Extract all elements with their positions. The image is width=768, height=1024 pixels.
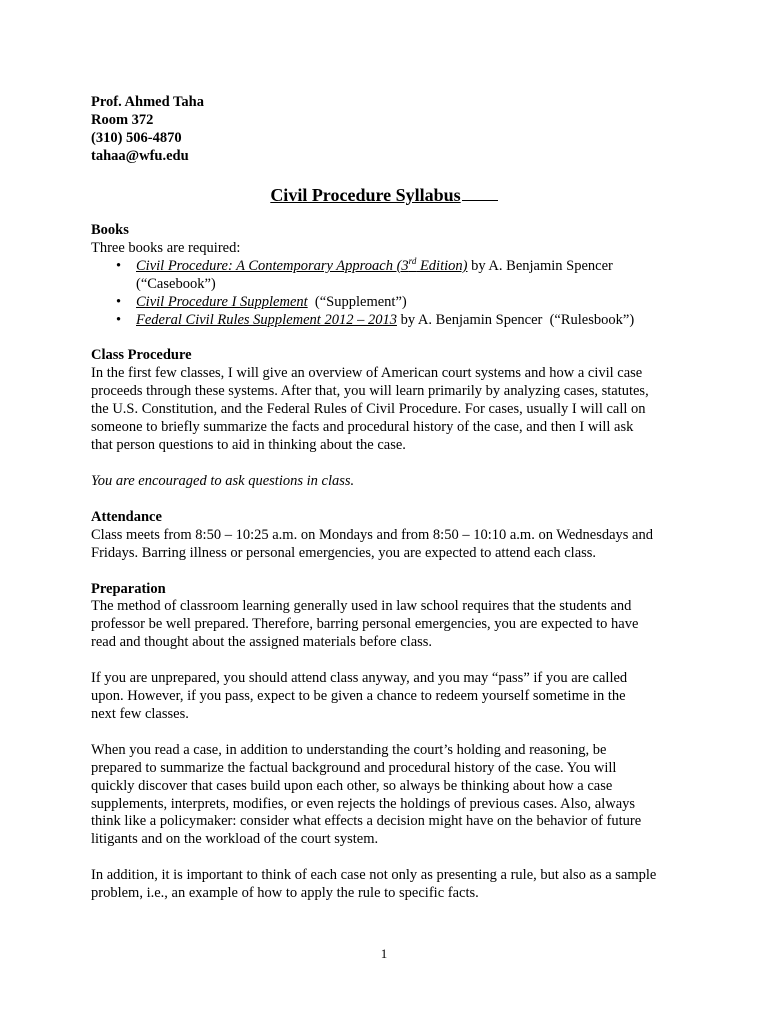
- text-line: prepared to summarize the factual background and procedural history of the case. You will: [91, 759, 617, 776]
- text-line: If you are unprepared, you should attend class anyway, and you may “pass” if you are called: [91, 670, 628, 687]
- page-number: 1: [380, 946, 388, 961]
- books-list: [91, 255, 691, 330]
- bullet-icon: •: [116, 257, 122, 274]
- text-line: In the first few classes, I will give an overview of American court systems and how a civil case: [91, 365, 643, 382]
- text-line: think like a policymaker: consider what effects a decision might have on the behavior of future: [91, 813, 642, 830]
- book-item: [91, 312, 691, 330]
- book-title: Civil Procedure I Supplement: [136, 293, 308, 310]
- text-line: the U.S. Constitution, and the Federal Rules of Civil Procedure. For cases, usually I will call on: [91, 401, 646, 418]
- contact-block: [91, 93, 204, 165]
- title-underline-trail: [462, 188, 498, 201]
- text-line: When you read a case, in addition to understanding the court’s holding and reasoning, be: [91, 741, 607, 758]
- text-line: that person questions to aid in thinking about the case.: [91, 436, 406, 453]
- preparation-heading: Preparation: [91, 580, 166, 597]
- book-alias: (“Supplement”): [307, 293, 407, 310]
- book-item: [91, 294, 691, 312]
- attendance-heading: Attendance: [91, 508, 162, 525]
- book-title: Civil Procedure: A Contemporary Approach (3rd Edition): [136, 255, 468, 274]
- book-author: by A. Benjamin Spencer: [467, 257, 613, 274]
- professor-name: Prof. Ahmed Taha: [91, 94, 204, 110]
- text-line: quickly discover that cases build upon each other, so always be thinking about how a case: [91, 777, 613, 794]
- office-room: Room 372: [91, 112, 154, 128]
- text-line: proceeds through these systems. After that, you will learn primarily by analyzing cases, statutes,: [91, 383, 649, 400]
- text-line: In addition, it is important to think of each case not only as presenting a rule, but also as a sample: [91, 867, 657, 884]
- text-line: Fridays. Barring illness or personal emergencies, you are expected to attend each class.: [91, 544, 597, 561]
- text-line: read and thought about the assigned materials before class.: [91, 634, 433, 651]
- book-title: Federal Civil Rules Supplement 2012 – 2013: [136, 311, 397, 328]
- bullet-icon: •: [116, 311, 122, 328]
- syllabus-body: [91, 222, 691, 903]
- phone-number: (310) 506-4870: [91, 130, 182, 146]
- title-text: Civil Procedure Syllabus: [270, 185, 461, 205]
- bullet-icon: •: [116, 293, 122, 310]
- text-line: The method of classroom learning generally used in law school requires that the students and: [91, 598, 632, 615]
- books-heading: Books: [91, 222, 129, 238]
- text-line: supplements, interprets, modifies, or even rejects the holdings of previous cases. Also, always: [91, 795, 636, 812]
- text-line: Class meets from 8:50 – 10:25 a.m. on Mondays and from 8:50 – 10:10 a.m. on Wednesdays and: [91, 526, 653, 543]
- encouragement-note: You are encouraged to ask questions in class.: [91, 472, 355, 489]
- text-line: litigants and on the workload of the court system.: [91, 831, 379, 848]
- text-line: professor be well prepared. Therefore, barring personal emergencies, you are expected to have: [91, 616, 639, 633]
- books-intro: Three books are required:: [91, 239, 241, 256]
- text-line: problem, i.e., an example of how to apply the rule to specific facts.: [91, 885, 479, 902]
- text-line: upon. However, if you pass, expect to be given a chance to redeem yourself sometime in the: [91, 688, 626, 705]
- email-address: tahaa@wfu.edu: [91, 148, 189, 164]
- book-alias: (“Casebook”): [136, 275, 216, 292]
- page-title: [0, 185, 768, 206]
- book-author: by A. Benjamin Spencer (“Rulesbook”): [396, 311, 635, 328]
- text-line: next few classes.: [91, 705, 189, 722]
- class-procedure-heading: Class Procedure: [91, 347, 192, 364]
- book-item: [91, 255, 691, 294]
- text-line: someone to briefly summarize the facts and procedural history of the case, and then I will ask: [91, 419, 634, 436]
